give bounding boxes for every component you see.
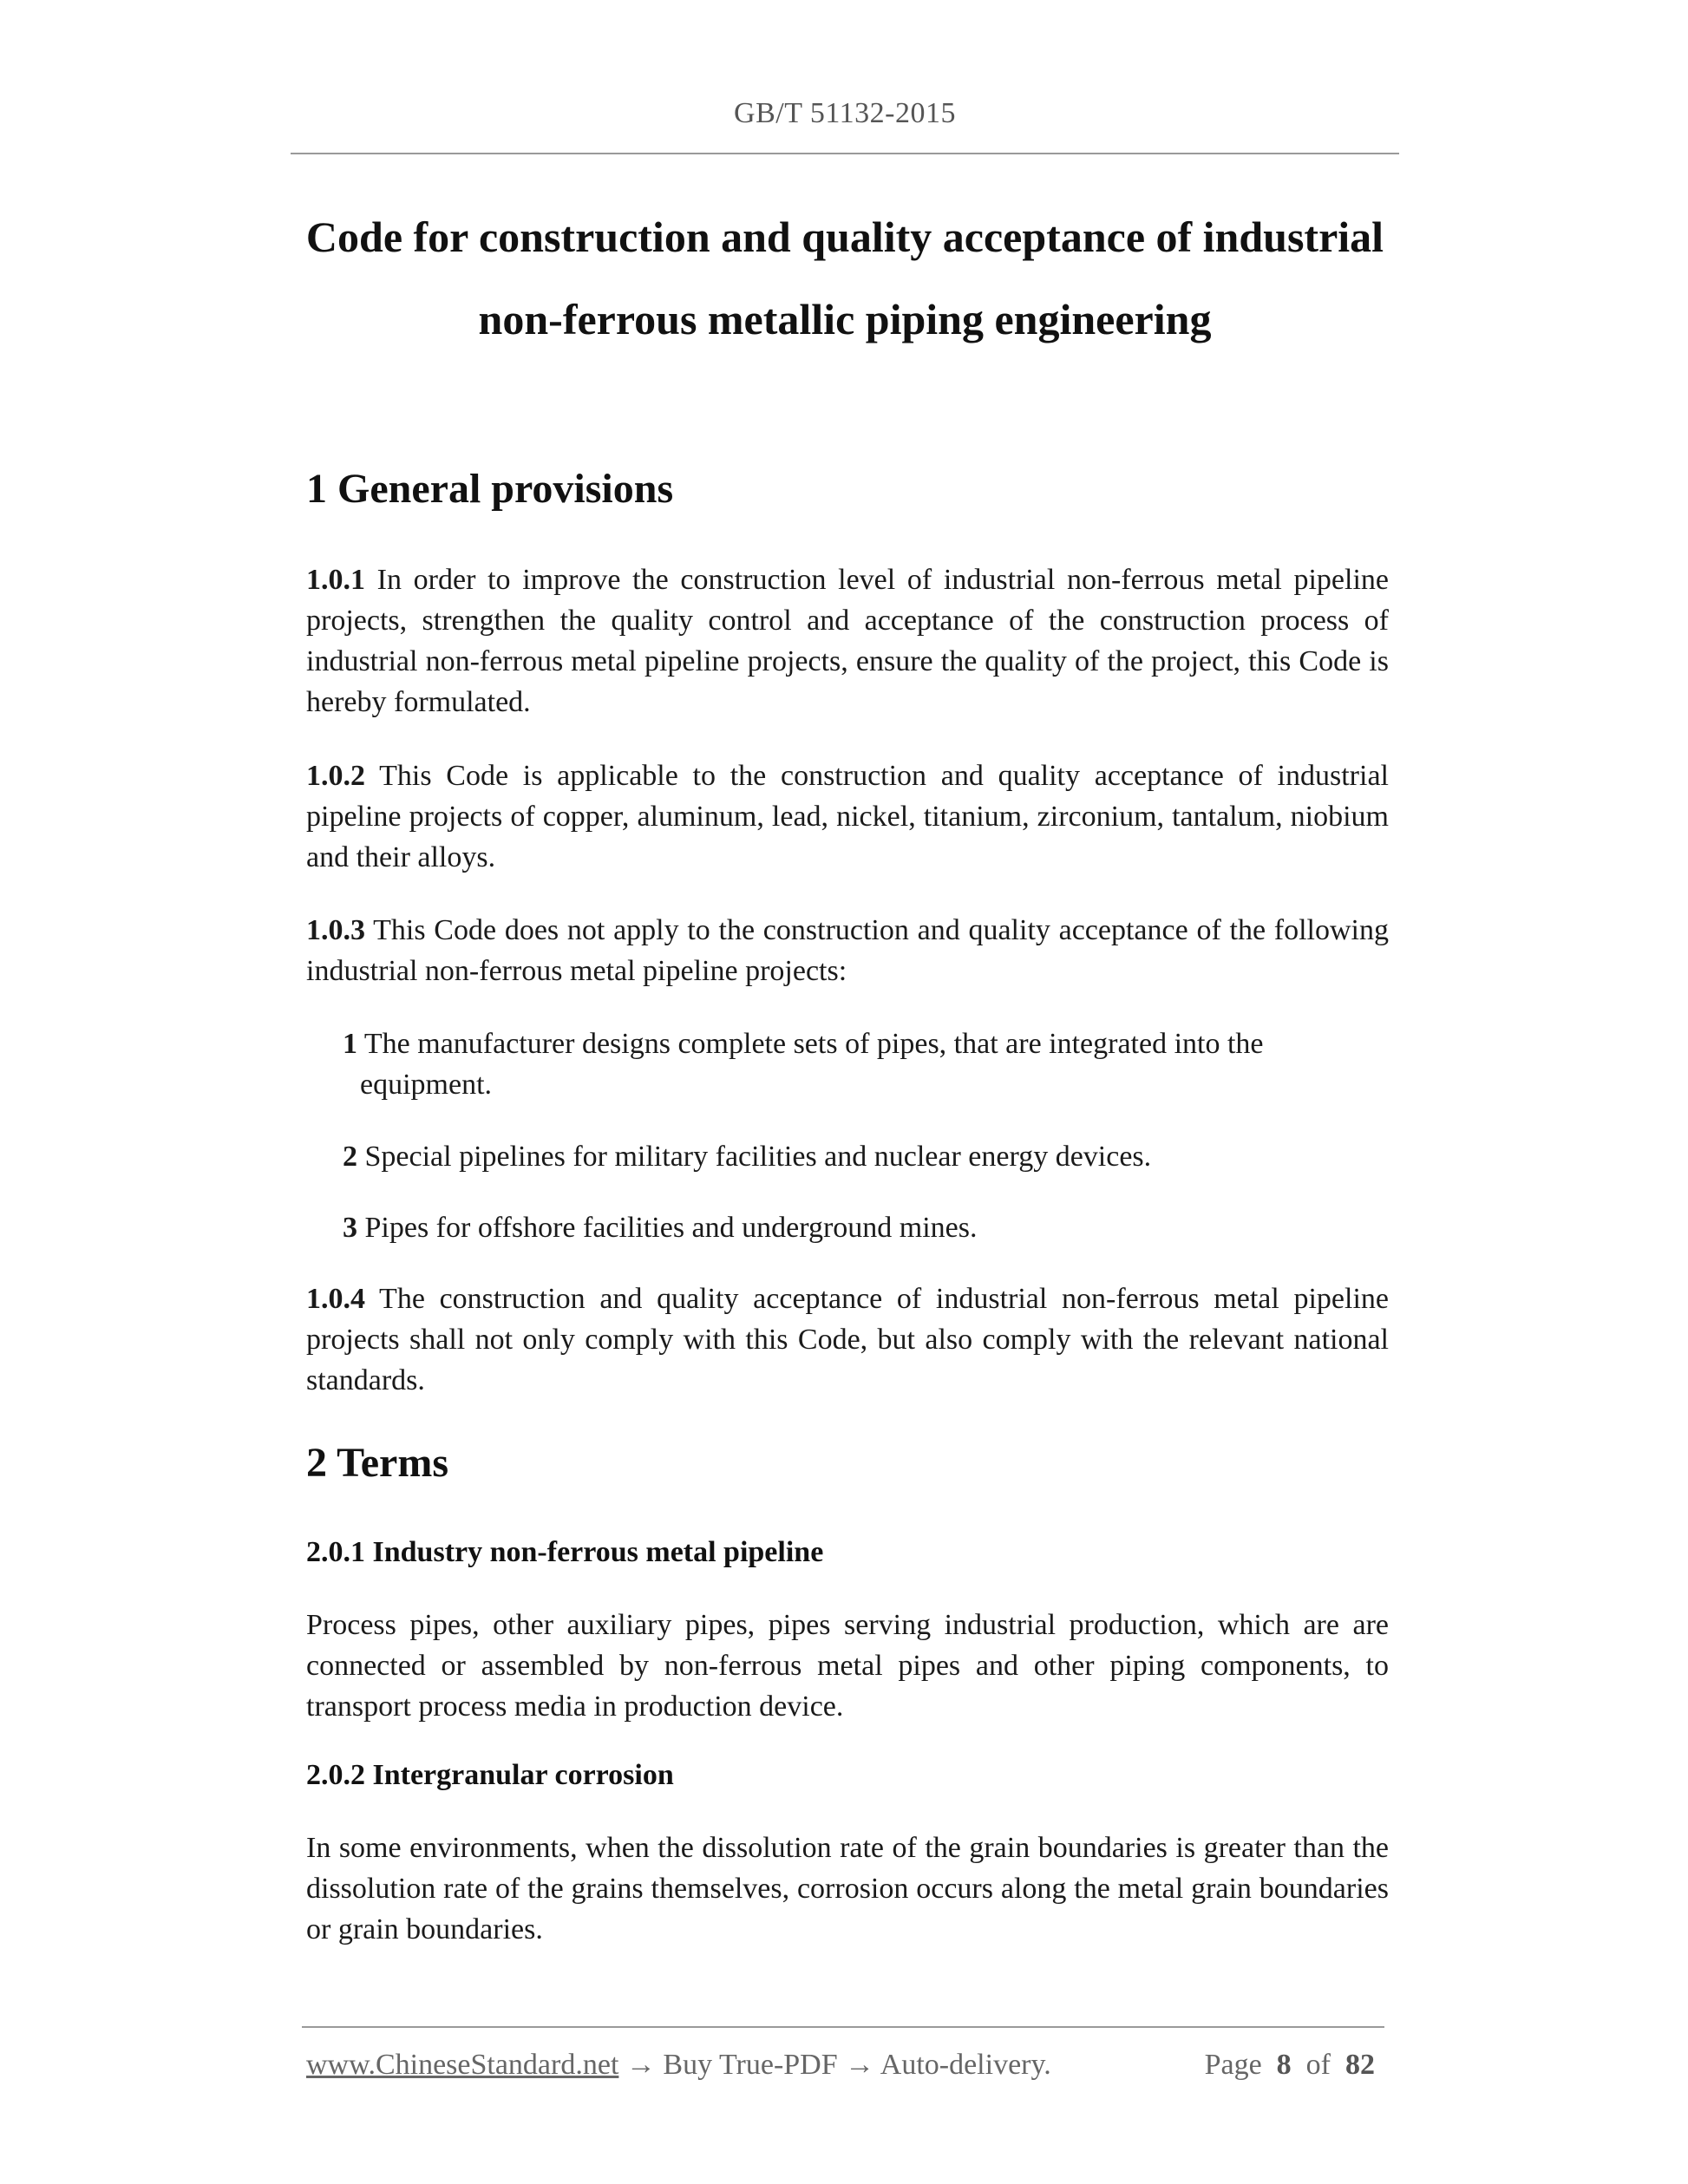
clause-1-0-2: [306, 755, 1389, 878]
list-item-1: [343, 1023, 1389, 1105]
term-heading-2-0-1: 2.0.1 Industry non-ferrous metal pipeline: [306, 1536, 824, 1568]
term-definition-2-0-1: Process pipes, other auxiliary pipes, pipes serving industrial production, which are are connected or assembled by non-ferrous metal pipes and other piping components, to transport process media in production device.: [306, 1609, 1389, 1723]
list-number: 1: [343, 1028, 357, 1060]
clause-text: This Code is applicable to the construction and quality acceptance of industrial pipeline projects of copper, aluminum, lead, nickel, titanium, zirconium, tantalum, niobium and their alloys.: [306, 760, 1389, 873]
arrow-right-icon: →: [845, 2049, 875, 2081]
website-link[interactable]: www.ChineseStandard.net: [306, 2049, 619, 2081]
arrow-right-icon: →: [625, 2049, 656, 2081]
list-number: 2: [343, 1141, 357, 1173]
footer-divider: [302, 2026, 1384, 2028]
page-of-label: of: [1305, 2049, 1331, 2081]
page-indicator: [1205, 2049, 1375, 2082]
document-title-line-1: Code for construction and quality acceptance of industrial: [305, 213, 1384, 261]
list-number: 3: [343, 1212, 357, 1244]
list-text: Special pipelines for military facilities and nuclear energy devices.: [357, 1141, 1152, 1173]
list-text: The manufacturer designs complete sets of pipes, that are integrated into the: [357, 1028, 1264, 1060]
running-header: GB/T 51132-2015: [734, 97, 956, 129]
page-total: 82: [1345, 2049, 1375, 2081]
document-title-line-2: non-ferrous metallic piping engineering: [478, 295, 1212, 343]
auto-delivery-text: Auto-delivery.: [880, 2049, 1051, 2081]
buy-true-pdf-text: Buy True-PDF: [663, 2049, 838, 2081]
clause-text: The construction and quality acceptance of industrial non-ferrous metal pipeline projects shall not only comply with this Code, but also comply with the relevant national standards.: [306, 1283, 1389, 1396]
clause-1-0-4: [306, 1278, 1389, 1401]
clause-1-0-3: [306, 910, 1389, 991]
clause-number: 1.0.1: [306, 564, 365, 596]
term-heading-2-0-2: 2.0.2 Intergranular corrosion: [306, 1759, 674, 1791]
list-item-3: [343, 1207, 1389, 1248]
term-definition-2-0-2: In some environments, when the dissolution rate of the grain boundaries is greater than the dissolution rate of the grains themselves, corrosion occurs along the metal grain boundaries or grain boundaries.: [306, 1832, 1389, 1945]
clause-1-0-1: [306, 559, 1389, 723]
page-number: 8: [1276, 2049, 1292, 2081]
page-footer: [306, 2049, 1382, 2082]
page-label: Page: [1204, 2049, 1262, 2081]
section-heading-terms: 2 Terms: [306, 1440, 449, 1486]
list-text-continuation: equipment.: [360, 1069, 493, 1101]
clause-number: 1.0.2: [306, 760, 365, 792]
header-divider: [291, 153, 1399, 154]
document-title: [291, 196, 1399, 361]
list-text: Pipes for offshore facilities and underground mines.: [357, 1212, 978, 1244]
clause-text: This Code does not apply to the construction and quality acceptance of the following industrial non-ferrous metal pipeline projects:: [306, 914, 1389, 987]
clause-number: 1.0.3: [306, 914, 365, 946]
clause-text: In order to improve the construction level of industrial non-ferrous metal pipeline projects, strengthen the quality control and acceptance of the construction process of industrial non-ferrous metal pipeline projects, ensure the quality of the project, this Code is hereby formulated.: [306, 564, 1389, 718]
list-item-2: [343, 1136, 1389, 1177]
clause-number: 1.0.4: [306, 1283, 365, 1315]
section-heading-general-provisions: 1 General provisions: [306, 466, 674, 512]
